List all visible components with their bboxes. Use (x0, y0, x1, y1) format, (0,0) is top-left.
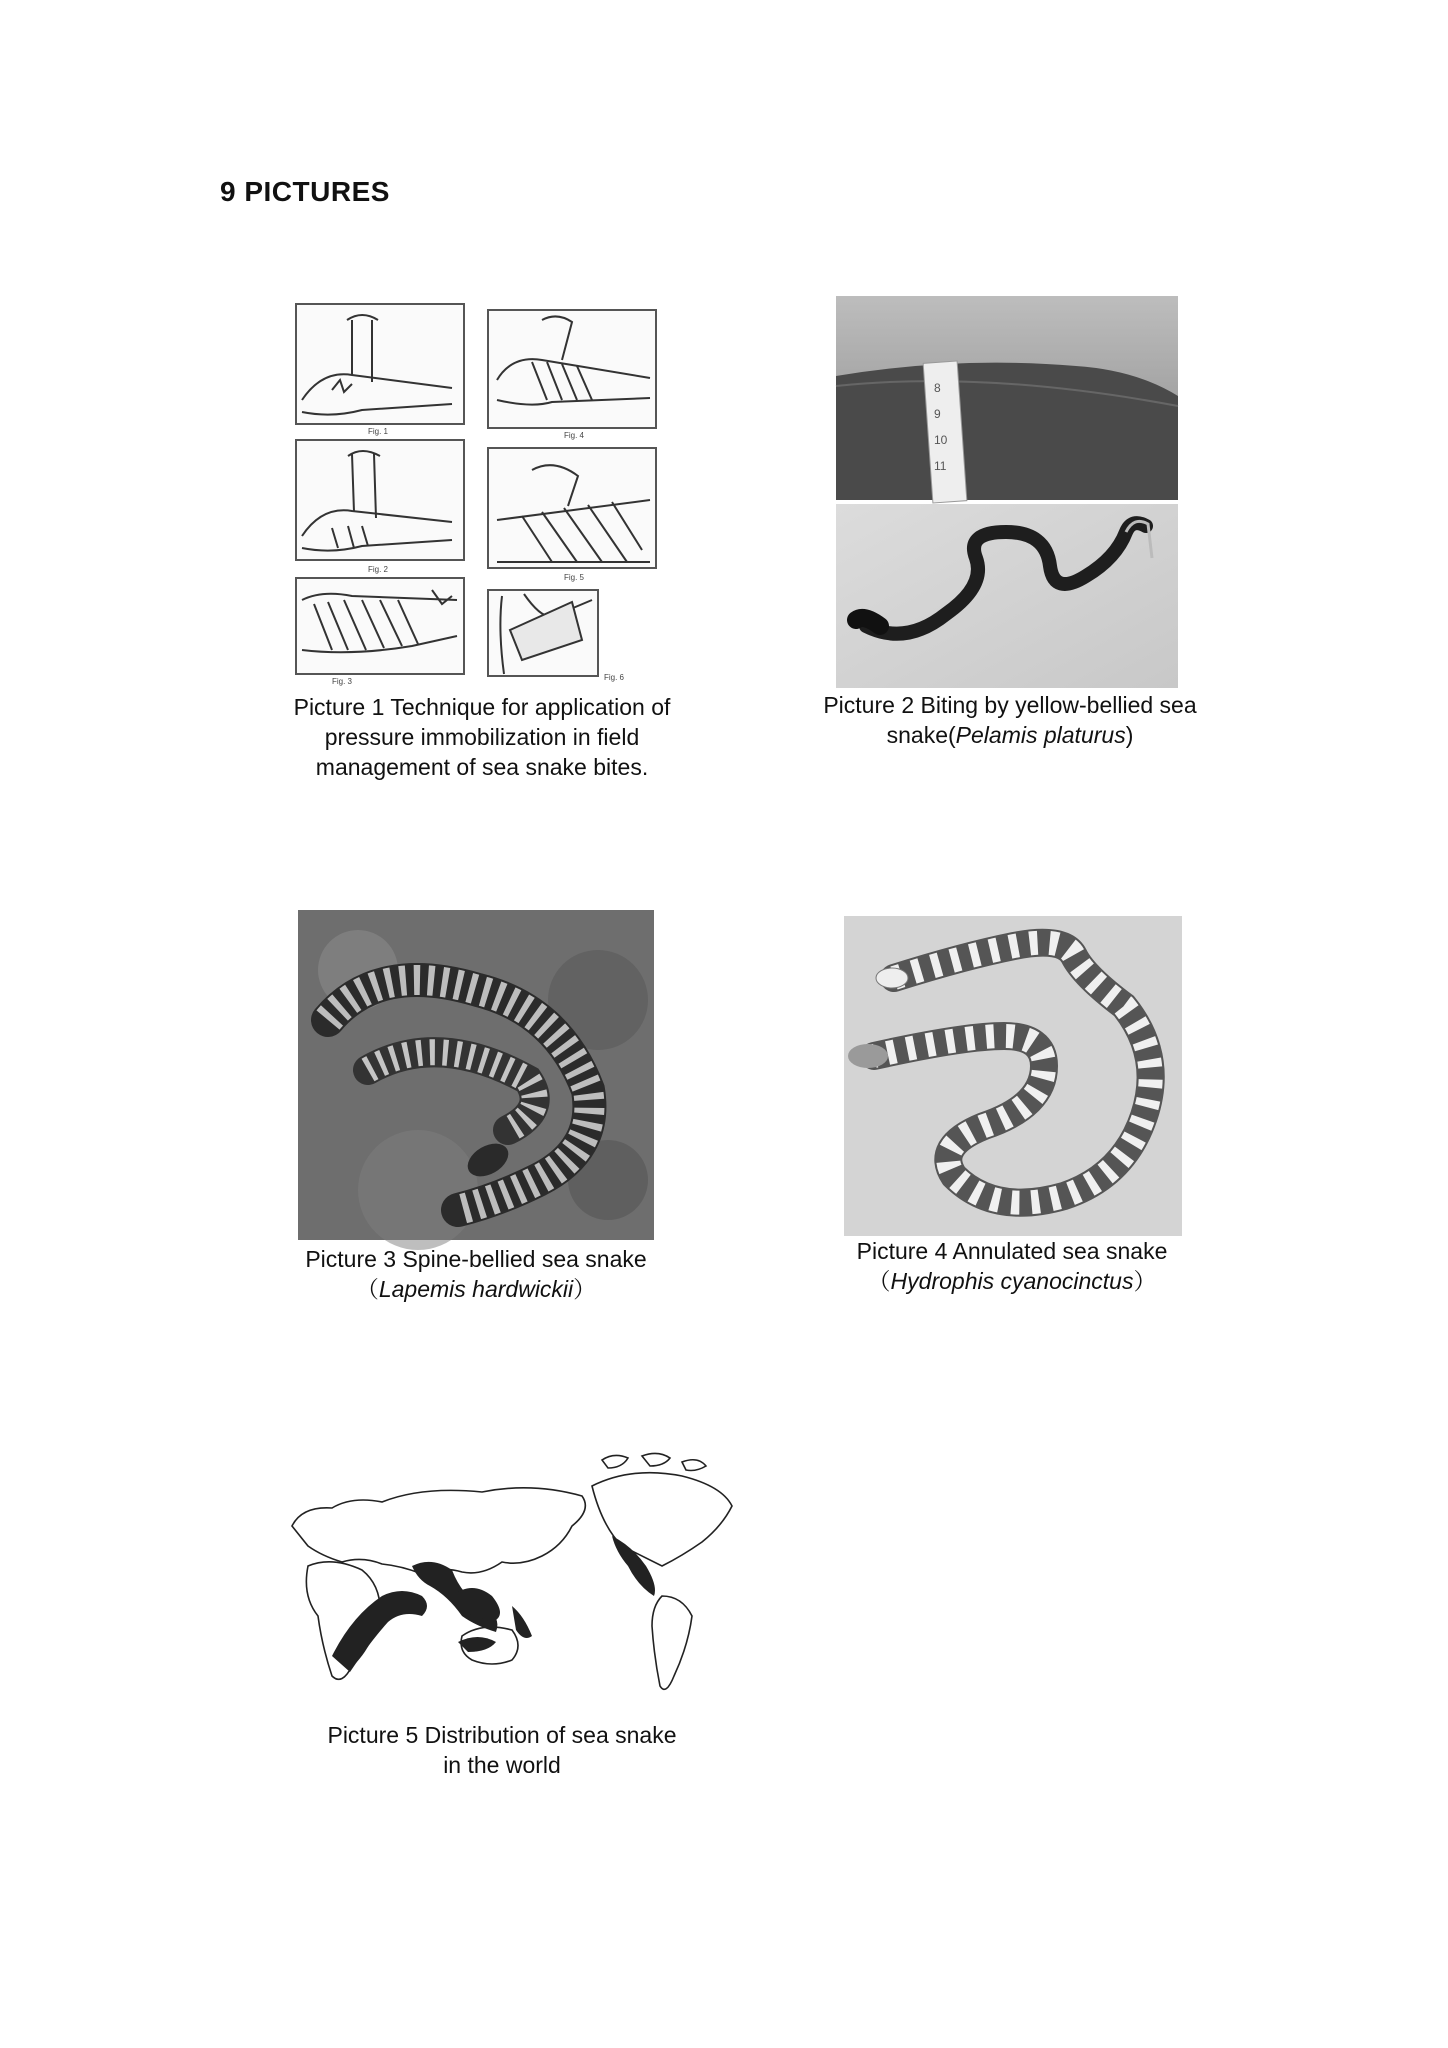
panel-label: Fig. 4 (564, 431, 585, 440)
panel-label: Fig. 1 (368, 427, 389, 436)
picture-4-caption (782, 1236, 1242, 1296)
species-name: Lapemis hardwickii (378, 1276, 574, 1302)
caption-line: Picture 2 Biting by yellow-bellied sea (823, 692, 1197, 718)
caption-line: management of sea snake bites. (315, 754, 649, 780)
picture-3-caption (246, 1244, 706, 1304)
panel-label: Fig. 2 (368, 565, 389, 574)
panel-label: Fig. 6 (604, 673, 625, 682)
tape-number: 9 (934, 407, 941, 421)
caption-line: in the world (443, 1752, 561, 1778)
species-name: Hydrophis cyanocinctus (890, 1268, 1134, 1294)
caption-text: （ (867, 1268, 891, 1294)
caption-text: ) (1125, 722, 1134, 748)
caption-text: snake( (886, 722, 956, 748)
panel-label: Fig. 5 (564, 573, 585, 582)
species-name: Pelamis platurus (955, 722, 1126, 748)
caption-line: Picture 5 Distribution of sea snake (327, 1722, 677, 1748)
caption-line: pressure immobilization in field (324, 724, 640, 750)
panel-label: Fig. 3 (332, 677, 353, 686)
tape-number: 10 (934, 433, 948, 447)
section-heading: 9 PICTURES (220, 176, 390, 207)
spine-bellied-snake-photo (298, 910, 654, 1240)
picture-2-bite-photos (836, 296, 1178, 688)
caption-text: ） (1133, 1268, 1157, 1294)
caption-line: Picture 1 Technique for application of (293, 694, 671, 720)
caption-text: ） (573, 1276, 597, 1302)
world-map (262, 1446, 742, 1706)
tape-number: 11 (934, 459, 947, 473)
picture-1-caption (222, 692, 742, 782)
picture-4-snake-photo (844, 916, 1182, 1236)
caption-line: Picture 3 Spine-bellied sea snake (305, 1246, 647, 1272)
picture-5-caption (262, 1720, 742, 1780)
caption-text: （ (355, 1276, 379, 1302)
annulated-snake-photo (844, 916, 1182, 1236)
caption-line (246, 1274, 706, 1304)
caption-line (782, 1266, 1242, 1296)
picture-2-caption (780, 690, 1240, 750)
bandage-technique-drawings (292, 300, 662, 686)
picture-5-distribution-map (262, 1446, 742, 1706)
picture-3-snake-photo (298, 910, 654, 1240)
caption-line (780, 720, 1240, 750)
tape-number: 8 (934, 381, 941, 395)
caption-line: Picture 4 Annulated sea snake (856, 1238, 1168, 1264)
bite-photo (836, 296, 1178, 688)
picture-1-bandage-illustration (292, 300, 662, 686)
